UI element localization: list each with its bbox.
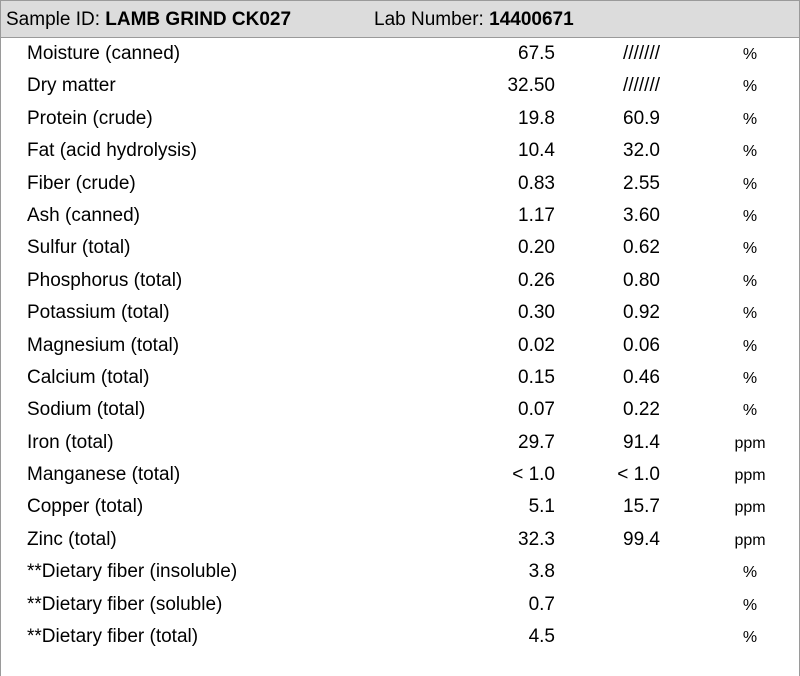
table-row	[1, 168, 799, 200]
dry-basis-value: 0.62	[623, 237, 660, 259]
analyte-name: Manganese (total)	[27, 464, 181, 486]
unit: %	[742, 78, 758, 96]
as-is-value: 0.02	[518, 334, 555, 356]
as-is-value: 0.7	[528, 593, 555, 615]
unit: %	[742, 240, 758, 258]
unit: ppm	[734, 499, 766, 517]
analyte-name: Copper (total)	[27, 496, 144, 518]
as-is-value: 0.83	[518, 172, 555, 194]
dry-basis-value: 0.80	[623, 269, 660, 291]
analyte-name: Fat (acid hydrolysis)	[27, 140, 197, 162]
as-is-value: 0.15	[518, 366, 555, 388]
lab-number	[374, 9, 574, 31]
as-is-value: 32.50	[507, 75, 555, 97]
unit: %	[742, 402, 758, 420]
table-row	[1, 459, 799, 491]
table-row	[1, 70, 799, 102]
analyte-name: Protein (crude)	[27, 107, 153, 129]
unit: %	[742, 207, 758, 225]
table-row	[1, 103, 799, 135]
analyte-name: Zinc (total)	[27, 528, 117, 550]
dry-basis-value: 0.46	[623, 366, 660, 388]
as-is-value: < 1.0	[512, 464, 555, 486]
dry-basis-value: ///////	[623, 43, 660, 64]
table-row	[1, 427, 799, 459]
table-row	[1, 556, 799, 588]
unit: %	[742, 175, 758, 193]
unit: ppm	[734, 531, 766, 549]
table-row	[1, 265, 799, 297]
analyte-name: Calcium (total)	[27, 366, 150, 388]
table-row	[1, 362, 799, 394]
analyte-name: Fiber (crude)	[27, 172, 136, 194]
report-header	[1, 0, 799, 38]
analyte-name: **Dietary fiber (soluble)	[27, 593, 223, 615]
analyte-name: Potassium (total)	[27, 302, 170, 324]
unit: %	[742, 143, 758, 161]
sample-id	[6, 9, 291, 31]
lab-number-label: Lab Number:	[374, 9, 490, 30]
as-is-value: 1.17	[518, 204, 555, 226]
dry-basis-value: 3.60	[623, 204, 660, 226]
as-is-value: 32.3	[518, 528, 555, 550]
dry-basis-value: 91.4	[623, 431, 660, 453]
unit: %	[742, 305, 758, 323]
unit: %	[742, 629, 758, 647]
analyte-name: **Dietary fiber (insoluble)	[27, 561, 238, 583]
unit: %	[742, 564, 758, 582]
analyte-name: Sulfur (total)	[27, 237, 131, 259]
analyte-name: Phosphorus (total)	[27, 269, 183, 291]
as-is-value: 0.20	[518, 237, 555, 259]
dry-basis-value: 60.9	[623, 107, 660, 129]
table-row	[1, 297, 799, 329]
lab-number-value: 14400671	[489, 9, 574, 30]
as-is-value: 0.26	[518, 269, 555, 291]
table-row	[1, 200, 799, 232]
as-is-value: 4.5	[528, 626, 555, 648]
as-is-value: 67.5	[518, 43, 555, 64]
sample-id-value: LAMB GRIND CK027	[105, 9, 292, 30]
table-row	[1, 232, 799, 264]
table-row	[1, 491, 799, 523]
dry-basis-value: 15.7	[623, 496, 660, 518]
dry-basis-value: < 1.0	[617, 464, 660, 486]
dry-basis-value: 2.55	[623, 172, 660, 194]
unit: %	[742, 46, 758, 63]
unit: %	[742, 110, 758, 128]
as-is-value: 0.07	[518, 399, 555, 421]
as-is-value: 0.30	[518, 302, 555, 324]
analyte-name: Dry matter	[27, 75, 116, 97]
analyte-name: Iron (total)	[27, 431, 114, 453]
as-is-value: 19.8	[518, 107, 555, 129]
analyte-name: Moisture (canned)	[27, 43, 181, 64]
table-row	[1, 621, 799, 653]
sample-id-label: Sample ID:	[6, 9, 106, 30]
unit: %	[742, 369, 758, 387]
analyte-name: Sodium (total)	[27, 399, 146, 421]
dry-basis-value: 0.06	[623, 334, 660, 356]
as-is-value: 5.1	[528, 496, 555, 518]
unit: %	[742, 272, 758, 290]
analyte-name: Ash (canned)	[27, 204, 141, 226]
unit: ppm	[734, 467, 766, 485]
unit: %	[742, 596, 758, 614]
dry-basis-value: ///////	[623, 75, 660, 97]
analyte-name: Magnesium (total)	[27, 334, 180, 356]
unit: ppm	[734, 434, 766, 452]
as-is-value: 29.7	[518, 431, 555, 453]
dry-basis-value: 99.4	[623, 528, 660, 550]
dry-basis-value: 0.92	[623, 302, 660, 324]
analyte-name: **Dietary fiber (total)	[27, 626, 199, 648]
table-row	[1, 135, 799, 167]
results-table	[1, 38, 799, 653]
unit: %	[742, 337, 758, 355]
table-row	[1, 394, 799, 426]
table-row	[1, 330, 799, 362]
as-is-value: 10.4	[518, 140, 555, 162]
as-is-value: 3.8	[528, 561, 555, 583]
dry-basis-value: 32.0	[623, 140, 660, 162]
table-row	[1, 589, 799, 621]
dry-basis-value: 0.22	[623, 399, 660, 421]
table-row	[1, 524, 799, 556]
table-row	[1, 38, 799, 70]
